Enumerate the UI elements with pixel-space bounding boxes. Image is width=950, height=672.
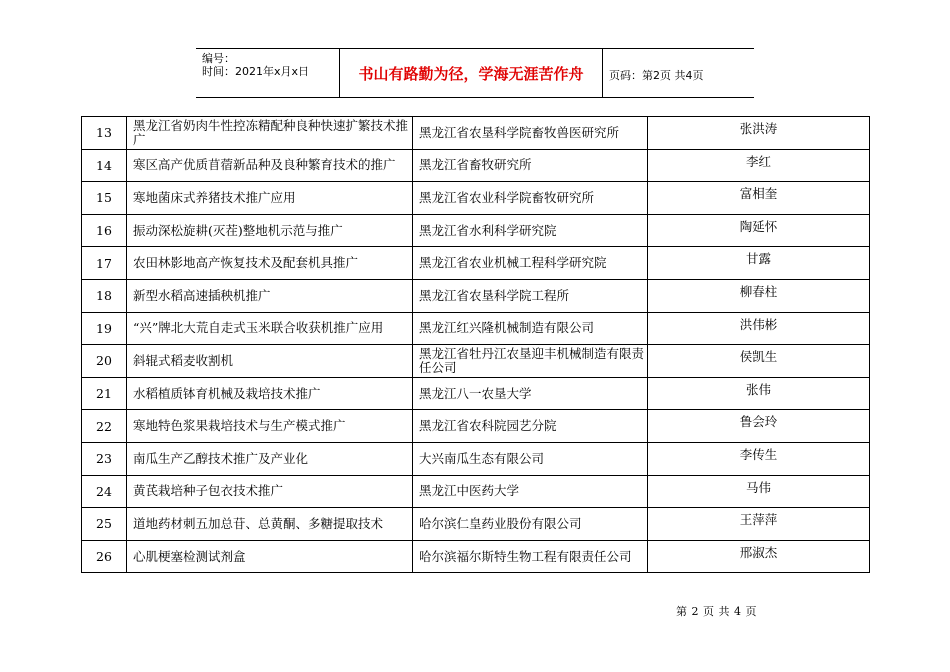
table-row	[82, 508, 870, 541]
project-table-body	[82, 117, 870, 573]
organization-name: 黑龙江中医药大学	[413, 475, 648, 508]
table-row	[82, 345, 870, 378]
project-name: 道地药材刺五加总苷、总黄酮、多糖提取技术	[127, 508, 413, 541]
organization-name: 黑龙江八一农垦大学	[413, 377, 648, 410]
row-number: 26	[82, 540, 127, 573]
table-row	[82, 312, 870, 345]
table-row	[82, 214, 870, 247]
person-name: 甘露	[648, 247, 870, 280]
project-name: 南瓜生产乙醇技术推广及产业化	[127, 442, 413, 475]
person-name: 陶延怀	[648, 214, 870, 247]
row-number: 17	[82, 247, 127, 280]
project-name: 农田林影地高产恢复技术及配套机具推广	[127, 247, 413, 280]
organization-name: 大兴南瓜生态有限公司	[413, 442, 648, 475]
table-row	[82, 475, 870, 508]
organization-name: 黑龙江省水利科学研究院	[413, 214, 648, 247]
person-name: 侯凯生	[648, 345, 870, 378]
project-name: 寒区高产优质苜蓿新品种及良种繁育技术的推广	[127, 149, 413, 182]
project-name: 水稻植质钵育机械及栽培技术推广	[127, 377, 413, 410]
page-footer: 第 2 页 共 4 页	[676, 605, 757, 618]
project-table	[81, 116, 870, 573]
row-number: 16	[82, 214, 127, 247]
doc-number-label: 编号：	[202, 52, 235, 65]
row-number: 14	[82, 149, 127, 182]
person-name: 柳春柱	[648, 279, 870, 312]
table-row	[82, 377, 870, 410]
table-row	[82, 279, 870, 312]
row-number: 19	[82, 312, 127, 345]
project-name: “兴”牌北大荒自走式玉米联合收获机推广应用	[127, 312, 413, 345]
person-name: 李传生	[648, 442, 870, 475]
person-name: 鲁会玲	[648, 410, 870, 443]
table-row	[82, 410, 870, 443]
row-number: 20	[82, 345, 127, 378]
person-name: 洪伟彬	[648, 312, 870, 345]
row-number: 13	[82, 117, 127, 150]
project-name: 寒地特色浆果栽培技术与生产模式推广	[127, 410, 413, 443]
project-name: 新型水稻高速插秧机推广	[127, 279, 413, 312]
row-number: 25	[82, 508, 127, 541]
header-motto: 书山有路勤为径，学海无涯苦作舟	[340, 49, 603, 97]
organization-name: 黑龙江省农科院园艺分院	[413, 410, 648, 443]
organization-name: 黑龙江省畜牧研究所	[413, 149, 648, 182]
person-name: 王萍萍	[648, 508, 870, 541]
header-page-code: 页码：第2页 共4页	[609, 69, 704, 82]
date-line: 时间：2021年x月x日	[202, 65, 310, 78]
organization-name: 黑龙江省农业机械工程科学研究院	[413, 247, 648, 280]
table-row	[82, 442, 870, 475]
table-row	[82, 182, 870, 215]
table-row	[82, 117, 870, 150]
person-name: 邢淑杰	[648, 540, 870, 573]
project-name: 心肌梗塞检测试剂盒	[127, 540, 413, 573]
project-name: 黑龙江省奶肉牛性控冻精配种良种快速扩繁技术推广	[127, 117, 413, 150]
organization-name: 黑龙江省农业科学院畜牧研究所	[413, 182, 648, 215]
person-name: 马伟	[648, 475, 870, 508]
organization-name: 黑龙江省农垦科学院畜牧兽医研究所	[413, 117, 648, 150]
person-name: 李红	[648, 149, 870, 182]
organization-name: 哈尔滨福尔斯特生物工程有限责任公司	[413, 540, 648, 573]
person-name: 张伟	[648, 377, 870, 410]
row-number: 21	[82, 377, 127, 410]
project-name: 斜辊式稻麦收割机	[127, 345, 413, 378]
project-name: 黄芪栽培种子包衣技术推广	[127, 475, 413, 508]
project-name: 振动深松旋耕(灭茬)整地机示范与推广	[127, 214, 413, 247]
header-meta-cell	[196, 49, 340, 97]
organization-name: 哈尔滨仁皇药业股份有限公司	[413, 508, 648, 541]
row-number: 18	[82, 279, 127, 312]
table-row	[82, 540, 870, 573]
person-name: 富相奎	[648, 182, 870, 215]
table-row	[82, 247, 870, 280]
row-number: 22	[82, 410, 127, 443]
row-number: 24	[82, 475, 127, 508]
row-number: 23	[82, 442, 127, 475]
organization-name: 黑龙江省农垦科学院工程所	[413, 279, 648, 312]
organization-name: 黑龙江红兴隆机械制造有限公司	[413, 312, 648, 345]
person-name: 张洪涛	[648, 117, 870, 150]
organization-name: 黑龙江省牡丹江农垦迎丰机械制造有限责任公司	[413, 345, 648, 378]
project-name: 寒地菌床式养猪技术推广应用	[127, 182, 413, 215]
row-number: 15	[82, 182, 127, 215]
page-header	[196, 48, 754, 98]
table-row	[82, 149, 870, 182]
